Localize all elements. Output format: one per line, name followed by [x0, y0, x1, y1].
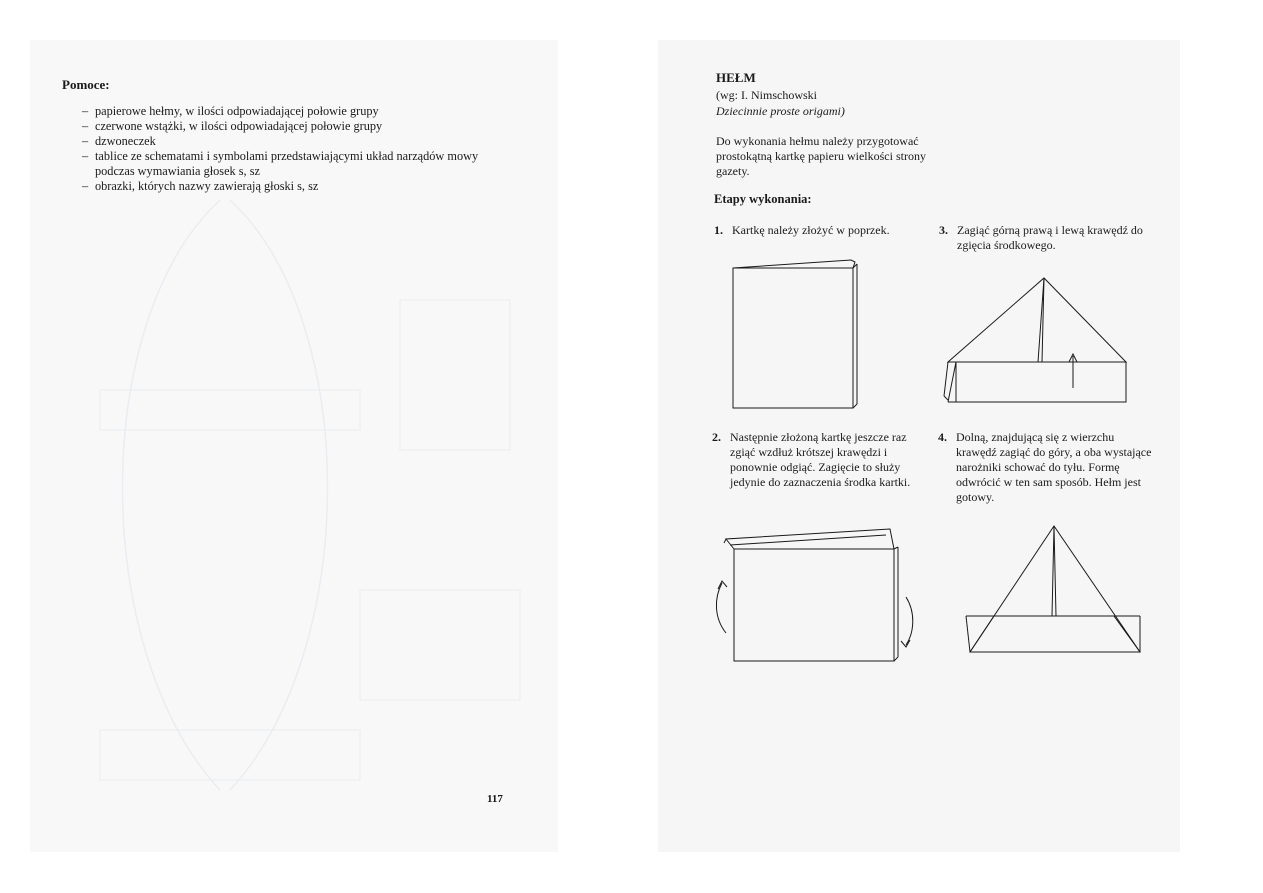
- step-4: [938, 430, 1152, 505]
- aids-list: [62, 104, 512, 194]
- step-number: 4.: [938, 430, 947, 444]
- step-number: 2.: [712, 430, 721, 444]
- step-2: [712, 430, 922, 490]
- rotate-arrow-icon: [906, 597, 913, 645]
- page-number: 117: [487, 793, 503, 805]
- left-page: [30, 40, 558, 852]
- step-1: [714, 223, 914, 238]
- source-line: Dziecinnie proste origami): [716, 104, 845, 118]
- step-number: 1.: [714, 223, 723, 237]
- aids-item: – papierowe hełmy, w ilości odpowiadającej połowie grupy: [62, 104, 512, 119]
- page-title: HEŁM: [716, 70, 756, 85]
- step-text: Kartkę należy złożyć w poprzek.: [732, 223, 890, 237]
- step-3: [939, 223, 1151, 253]
- aids-item: – tablice ze schematami i symbolami przedstawiającymi układ narządów mowy podczas wymawiania głosek s, sz: [62, 149, 512, 179]
- layered-sheet-illustration: [710, 523, 910, 663]
- author-line: (wg: I. Nimschowski: [716, 88, 817, 102]
- step-text: Zagiąć górną prawą i lewą krawędź do zgięcia środkowego.: [957, 223, 1143, 252]
- finished-helmet-illustration: [964, 524, 1142, 654]
- folded-sheet-illustration: [731, 258, 861, 410]
- aids-item: – czerwone wstążki, w ilości odpowiadającej połowie grupy: [62, 119, 512, 134]
- step-text: Następnie złożoną kartkę jeszcze raz zgiąć wzdłuż krótszej krawędzi i ponownie odgiąć. Zagięcie to służy jedynie do zaznaczenia środka kartki.: [730, 430, 911, 489]
- right-page: [658, 40, 1180, 852]
- intro-paragraph: Do wykonania hełmu należy przygotować prostokątną kartkę papieru wielkości strony gazety.: [716, 134, 926, 178]
- stages-heading: Etapy wykonania:: [714, 192, 812, 206]
- rotate-arrow-icon: [716, 583, 726, 633]
- aids-item: – dzwoneczek: [62, 134, 512, 149]
- triangle-fold-illustration: [942, 276, 1130, 404]
- aids-item: – obrazki, których nazwy zawierają głoski s, sz: [62, 179, 512, 194]
- step-text: Dolną, znajdującą się z wierzchu krawędź zagiąć do góry, a oba wystające narożniki schować do tyłu. Formę odwrócić w ten sam sposób. Hełm jest gotowy.: [956, 430, 1152, 504]
- aids-heading: Pomoce:: [62, 77, 110, 92]
- step-number: 3.: [939, 223, 948, 237]
- bleed-through-illustration: [70, 170, 530, 810]
